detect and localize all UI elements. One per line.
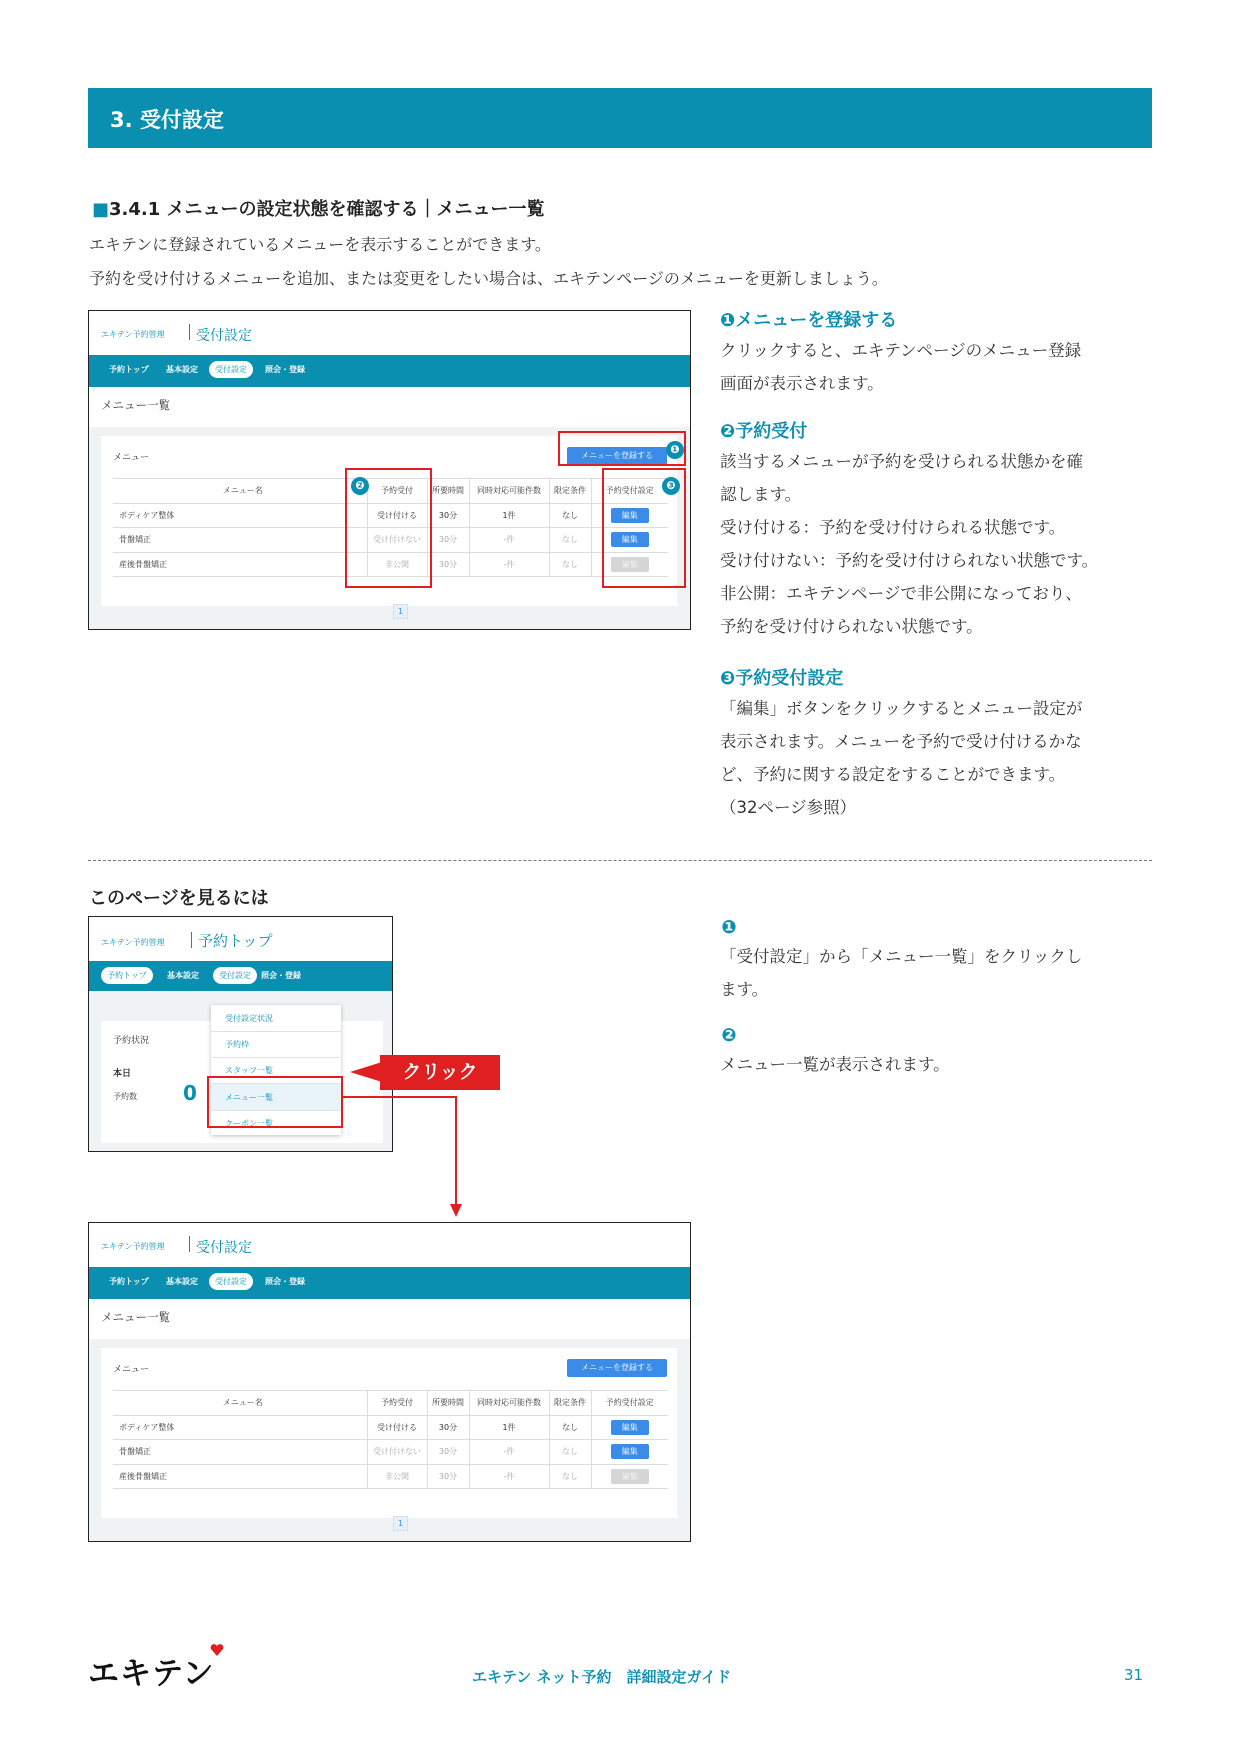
subsection-title: ■3.4.1 メニューの設定状態を確認する｜メニュー一覧: [92, 199, 545, 220]
cell-capacity: -件: [469, 528, 549, 553]
app-navbar: [89, 355, 690, 387]
click-callout: クリック: [380, 1055, 500, 1090]
menu-table: [113, 1390, 668, 1489]
col-header-capacity: 同時対応可能件数: [469, 1391, 549, 1416]
badge-2-icon: ❷: [351, 477, 369, 495]
edit-button[interactable]: 編集: [611, 508, 649, 523]
step-2-number: ❷: [721, 1025, 737, 1046]
col-header-duration: 所要時間: [427, 1391, 469, 1416]
nav-reception-settings[interactable]: 受付設定: [209, 1273, 253, 1290]
cell-name: ボディケア整体: [113, 503, 367, 528]
nav-reception-settings[interactable]: 受付設定: [213, 967, 257, 984]
cell-name: 産後骨盤矯正: [113, 552, 367, 577]
arrow-line-vertical: [455, 1096, 457, 1206]
heart-icon: [210, 1644, 224, 1656]
cell-status: 受け付ける: [367, 1415, 427, 1440]
table-header-row: [113, 1391, 668, 1416]
app-brand: エキテン予約管理: [101, 330, 165, 339]
cell-duration: 30分: [427, 1440, 469, 1465]
col-header-status: 予約受付: [367, 479, 427, 504]
register-menu-button[interactable]: メニューを登録する: [567, 1359, 667, 1377]
dropdown-item-staff[interactable]: スタッフ一覧: [225, 1066, 273, 1075]
table-row: [113, 1464, 668, 1489]
cell-duration: 30分: [427, 1415, 469, 1440]
col-header-capacity: 同時対応可能件数: [469, 479, 549, 504]
col-header-action: 予約受付設定: [591, 479, 668, 504]
app-header: [89, 917, 392, 963]
edit-button-disabled: 編集: [611, 1469, 649, 1484]
cell-condition: なし: [549, 503, 591, 528]
badge-1-icon: ❶: [666, 441, 684, 459]
col-header-duration: 所要時間: [427, 479, 469, 504]
app-page-name: 受付設定: [196, 1240, 252, 1256]
header-separator: [189, 1236, 190, 1252]
page-number: 31: [1124, 1666, 1144, 1684]
nav-inquiry-register[interactable]: 照会・登録: [261, 971, 301, 980]
edit-button[interactable]: 編集: [611, 1444, 649, 1459]
list-title: メニュー一覧: [101, 398, 170, 412]
col-header-name: メニュー名: [113, 1391, 367, 1416]
pagination-page-1[interactable]: 1: [393, 1516, 408, 1531]
cell-status: 受け付ける: [367, 503, 427, 528]
nav-reception-settings[interactable]: 受付設定: [209, 361, 253, 378]
footer-guide-title: エキテン ネット予約 詳細設定ガイド: [472, 1668, 732, 1686]
cell-condition: なし: [549, 1464, 591, 1489]
annotation-1-title: ❶メニューを登録する: [720, 310, 898, 331]
cell-action: [591, 1415, 668, 1440]
app-page-name: 受付設定: [196, 328, 252, 344]
cell-capacity: 1件: [469, 503, 549, 528]
cell-status: 非公開: [367, 1464, 427, 1489]
cell-status: 非公開: [367, 552, 427, 577]
cell-condition: なし: [549, 1440, 591, 1465]
intro-line-1: エキテンに登録されているメニューを表示することができます。: [89, 235, 551, 254]
cell-duration: 30分: [427, 552, 469, 577]
annotation-3-title: ❸予約受付設定: [720, 668, 844, 689]
annotation-1-text: クリックすると、エキテンページのメニュー登録 画面が表示されます。: [720, 341, 1082, 393]
cell-duration: 30分: [427, 528, 469, 553]
cell-name: ボディケア整体: [113, 1415, 367, 1440]
today-label: 本日: [113, 1069, 132, 1079]
intro-line-2: 予約を受け付けるメニューを追加、または変更をしたい場合は、エキテンページのメニューを更新しましょう。: [89, 269, 888, 288]
cell-condition: なし: [549, 552, 591, 577]
card-label: メニュー: [113, 453, 150, 463]
app-header: [89, 1223, 690, 1269]
cell-action: [591, 1440, 668, 1465]
cell-capacity: 1件: [469, 1415, 549, 1440]
callout-tail: [350, 1062, 382, 1082]
cell-capacity: -件: [469, 552, 549, 577]
badge-3-icon: ❸: [662, 477, 680, 495]
nav-basic-settings[interactable]: 基本設定: [167, 971, 199, 980]
pagination-page-1[interactable]: 1: [393, 604, 408, 619]
table-row: [113, 1415, 668, 1440]
header-separator: [191, 932, 192, 948]
square-marker-icon: ■: [92, 199, 110, 220]
app-brand: エキテン予約管理: [101, 938, 165, 947]
register-menu-button[interactable]: メニューを登録する: [567, 447, 667, 465]
nav-reservation-top[interactable]: 予約トップ: [109, 1277, 149, 1286]
cell-duration: 30分: [427, 1464, 469, 1489]
annotation-2-text: 該当するメニューが予約を受けられる状態かを確 認します。 受け付ける：予約を受け付けられる状態です。 受け付けない：予約を受け付けられない状態です。 非公開：エキテンページで非公開になっており、 予約を受け付けられない状態です。: [720, 452, 1099, 636]
count-value: 0: [183, 1081, 197, 1105]
dropdown-item-coupon[interactable]: クーポン一覧: [225, 1119, 273, 1128]
dropdown-item-slots[interactable]: 予約枠: [225, 1040, 249, 1049]
section-divider: [88, 860, 1152, 861]
list-title: メニュー一覧: [101, 1310, 170, 1324]
cell-name: 骨盤矯正: [113, 528, 367, 553]
nav-inquiry-register[interactable]: 照会・登録: [265, 365, 305, 374]
status-label: 予約状況: [113, 1036, 150, 1046]
app-brand: エキテン予約管理: [101, 1242, 165, 1251]
highlight-menu-list-item: [207, 1076, 343, 1128]
header-separator: [189, 324, 190, 340]
section-header: [88, 88, 1152, 148]
annotation-3-text: 「編集」ボタンをクリックするとメニュー設定が 表示されます。メニューを予約で受け付けるかな ど、予約に関する設定をすることができます。 （32ページ参照）: [720, 699, 1083, 817]
edit-button[interactable]: 編集: [611, 532, 649, 547]
cell-capacity: -件: [469, 1440, 549, 1465]
table-row: [113, 1440, 668, 1465]
ekiten-logo: エキテン: [88, 1648, 214, 1693]
col-header-name: メニュー名: [113, 479, 367, 504]
annotation-2-title: ❷予約受付: [720, 421, 808, 442]
cell-duration: 30分: [427, 503, 469, 528]
section-title: 3. 受付設定: [110, 108, 224, 132]
nav-reservation-top[interactable]: 予約トップ: [109, 365, 149, 374]
dropdown-item-status[interactable]: 受付設定状況: [225, 1014, 273, 1023]
howto-title: このページを見るには: [89, 888, 269, 909]
arrow-line-horizontal: [343, 1096, 457, 1098]
cell-condition: なし: [549, 528, 591, 553]
col-header-condition: 限定条件: [549, 479, 591, 504]
step-1-number: ❶: [721, 917, 737, 938]
nav-basic-settings[interactable]: 基本設定: [166, 1277, 198, 1286]
edit-button-disabled: 編集: [611, 557, 649, 572]
menu-card: [101, 1348, 677, 1518]
col-header-condition: 限定条件: [549, 1391, 591, 1416]
app-navbar: [89, 1267, 690, 1299]
cell-status: 受け付けない: [367, 1440, 427, 1465]
arrow-down-icon: [450, 1204, 462, 1217]
cell-name: 骨盤矯正: [113, 1440, 367, 1465]
nav-inquiry-register[interactable]: 照会・登録: [265, 1277, 305, 1286]
edit-button[interactable]: 編集: [611, 1420, 649, 1435]
col-header-action: 予約受付設定: [591, 1391, 668, 1416]
cell-action: [591, 1464, 668, 1489]
cell-capacity: -件: [469, 1464, 549, 1489]
dropdown-item-menu-list[interactable]: メニュー一覧: [225, 1093, 273, 1102]
step-1-text: 「受付設定」から「メニュー一覧」をクリックし ます。: [720, 947, 1083, 999]
step-2-text: メニュー一覧が表示されます。: [720, 1055, 950, 1074]
app-navbar: [89, 961, 392, 991]
nav-reservation-top[interactable]: 予約トップ: [101, 967, 153, 984]
nav-basic-settings[interactable]: 基本設定: [166, 365, 198, 374]
cell-condition: なし: [549, 1415, 591, 1440]
card-label: メニュー: [113, 1365, 150, 1375]
col-header-status: 予約受付: [367, 1391, 427, 1416]
cell-status: 受け付けない: [367, 528, 427, 553]
cell-name: 産後骨盤矯正: [113, 1464, 367, 1489]
result-menu-list-screenshot: [88, 1222, 691, 1542]
count-label: 予約数: [113, 1092, 137, 1101]
app-header: [89, 311, 690, 357]
app-page-name: 予約トップ: [198, 932, 273, 950]
